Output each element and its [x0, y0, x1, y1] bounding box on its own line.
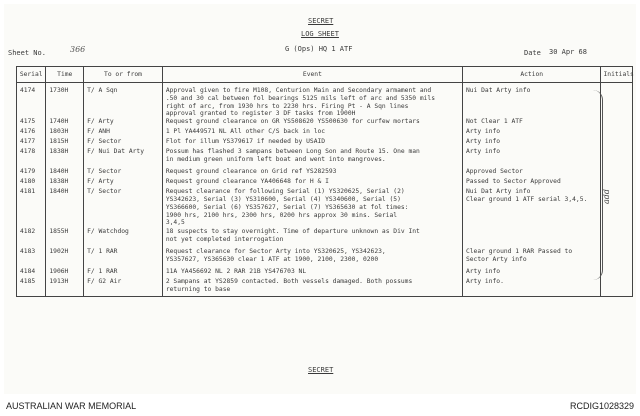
time-cell: 1815H [46, 138, 84, 148]
table-row [17, 148, 633, 168]
col-header-serial: Serial [17, 67, 46, 83]
table-row [17, 83, 633, 119]
to-or-from-cell: F/ Sector [84, 138, 163, 148]
initials-cell [601, 138, 633, 148]
to-or-from-cell: F/ G2 Air [84, 278, 163, 296]
event-cell: 1 Pl YA449571 NL All other C/S back in loc [162, 128, 462, 138]
serial-cell: 4178 [17, 148, 46, 168]
initials-cell [601, 148, 633, 168]
to-or-from-cell: F/ Nui Dat Arty [84, 148, 163, 168]
serial-cell: 4182 [17, 228, 46, 248]
time-cell: 1730H [46, 83, 84, 119]
to-or-from-cell: F/ Arty [84, 178, 163, 188]
to-or-from-cell: F/ Arty [84, 118, 163, 128]
action-cell: Arty info [462, 128, 601, 138]
table-row [17, 278, 633, 296]
log-title: LOG SHEET [301, 30, 339, 38]
action-cell: Arty info [462, 138, 601, 148]
to-or-from-cell: T/ 1 RAR [84, 248, 163, 268]
log-table-body [17, 83, 633, 297]
table-row [17, 138, 633, 148]
col-header-event: Event [162, 67, 462, 83]
initials-cell [601, 228, 633, 248]
action-cell: Arty info. [462, 278, 601, 296]
col-header-time: Time [46, 67, 84, 83]
event-cell: Request ground clearance on Grid ref YS282593 [162, 168, 462, 178]
event-cell: 11A YA456692 NL 2 RAR 21B YS476703 NL [162, 268, 462, 278]
serial-cell: 4181 [17, 188, 46, 228]
action-cell: Nui Dat Arty info Clear ground 1 ATF serial 3,4,5. [462, 188, 601, 228]
time-cell: 1855H [46, 228, 84, 248]
action-cell: Clear ground 1 RAR Passed to Sector Arty info [462, 248, 601, 268]
classification-header: SECRET [308, 17, 334, 25]
col-header-to-or-from: To or from [84, 67, 163, 83]
margin-note: add [602, 188, 611, 204]
event-cell: 18 suspects to stay overnight. Time of departure unknown as Div Int not yet completed interrogation [162, 228, 462, 248]
action-cell: Approved Sector [462, 168, 601, 178]
event-cell: 2 Sampans at YS2859 contacted. Both vessels damaged. Both possums returning to base [162, 278, 462, 296]
date-value: 30 Apr 68 [549, 48, 587, 56]
table-row [17, 178, 633, 188]
serial-cell: 4184 [17, 268, 46, 278]
hq-title: G (Ops) HQ 1 ATF [285, 45, 353, 53]
to-or-from-cell: F/ Watchdog [84, 228, 163, 248]
sheet-number-label: Sheet No. [8, 49, 46, 57]
serial-cell: 4174 [17, 83, 46, 119]
initials-cell [601, 118, 633, 128]
serial-cell: 4179 [17, 168, 46, 178]
table-row [17, 128, 633, 138]
initials-cell [601, 168, 633, 178]
to-or-from-cell: T/ A Sqn [84, 83, 163, 119]
event-cell: Request ground clearance on GR YS508620 YS500630 for curfew mortars [162, 118, 462, 128]
time-cell: 1838H [46, 178, 84, 188]
table-row [17, 188, 633, 228]
archive-footer [0, 396, 640, 416]
time-cell: 1838H [46, 148, 84, 168]
event-cell: Possum has flashed 3 sampans between Long Son and Route 15. One man in medium green uniform left boat and went into mangroves. [162, 148, 462, 168]
action-cell: Nui Dat Arty info [462, 83, 601, 119]
serial-cell: 4180 [17, 178, 46, 188]
serial-cell: 4185 [17, 278, 46, 296]
event-cell: Approval given to fire M108, Centurion Main and Secondary armament and .50 and 30 cal between fol bearings 5125 mils left of arc and 5350 mils right of arc, from 1930 hrs to 2230 hrs. Firing Pt - A Sqn lines approval granted to register 3 DF tasks from 1900H [162, 83, 462, 119]
serial-cell: 4177 [17, 138, 46, 148]
time-cell: 1840H [46, 168, 84, 178]
table-row [17, 248, 633, 268]
action-cell: Not Clear 1 ATF [462, 118, 601, 128]
time-cell: 1740H [46, 118, 84, 128]
to-or-from-cell: T/ Sector [84, 188, 163, 228]
col-header-action: Action [462, 67, 601, 83]
initials-cell [601, 278, 633, 296]
action-cell [462, 228, 601, 248]
action-cell: Passed to Sector Approved [462, 178, 601, 188]
to-or-from-cell: T/ Sector [84, 168, 163, 178]
table-row [17, 168, 633, 178]
serial-cell: 4175 [17, 118, 46, 128]
time-cell: 1913H [46, 278, 84, 296]
table-row [17, 268, 633, 278]
time-cell: 1840H [46, 188, 84, 228]
table-header-row [17, 67, 633, 83]
table-row [17, 228, 633, 248]
margin-bracket [592, 90, 603, 280]
classification-footer: SECRET [308, 366, 334, 374]
log-sheet-page [4, 4, 636, 394]
to-or-from-cell: F/ 1 RAR [84, 268, 163, 278]
action-cell: Arty info [462, 148, 601, 168]
action-cell: Arty info [462, 268, 601, 278]
col-header-initials: Initials [601, 67, 633, 83]
sheet-number-value: 366 [70, 45, 86, 54]
event-cell: Request clearance for Sector Arty into YS320625, YS342623, YS357627, YS365630 clear 1 ATF at 1900, 2100, 2300, 0200 [162, 248, 462, 268]
initials-cell [601, 128, 633, 138]
time-cell: 1902H [46, 248, 84, 268]
table-row [17, 118, 633, 128]
time-cell: 1803H [46, 128, 84, 138]
time-cell: 1906H [46, 268, 84, 278]
event-cell: Request ground clearance YA406648 for H & I [162, 178, 462, 188]
event-cell: Request clearance for following Serial (1) YS320625, Serial (2) YS342623, Serial (3) YS310600, Serial (4) YS340600, Serial (5) YS366600, Serial (6) YS357627, Serial (7) YS365630 at fol times: 1900 hrs, 2100 hrs, 2300 hrs, 0200 hrs approx 30 mins. Serial 3,4,5 [162, 188, 462, 228]
serial-cell: 4176 [17, 128, 46, 138]
footer-record-id: RCDIG1028329 [569, 401, 634, 411]
event-cell: Flot for illum YS379617 if needed by USAID [162, 138, 462, 148]
initials-cell [601, 248, 633, 268]
to-or-from-cell: F/ ANH [84, 128, 163, 138]
initials-cell [601, 83, 633, 119]
initials-cell [601, 178, 633, 188]
initials-cell [601, 268, 633, 278]
serial-cell: 4183 [17, 248, 46, 268]
footer-archive-name: AUSTRALIAN WAR MEMORIAL [6, 401, 137, 411]
log-table [16, 66, 633, 297]
date-label: Date [524, 49, 541, 57]
